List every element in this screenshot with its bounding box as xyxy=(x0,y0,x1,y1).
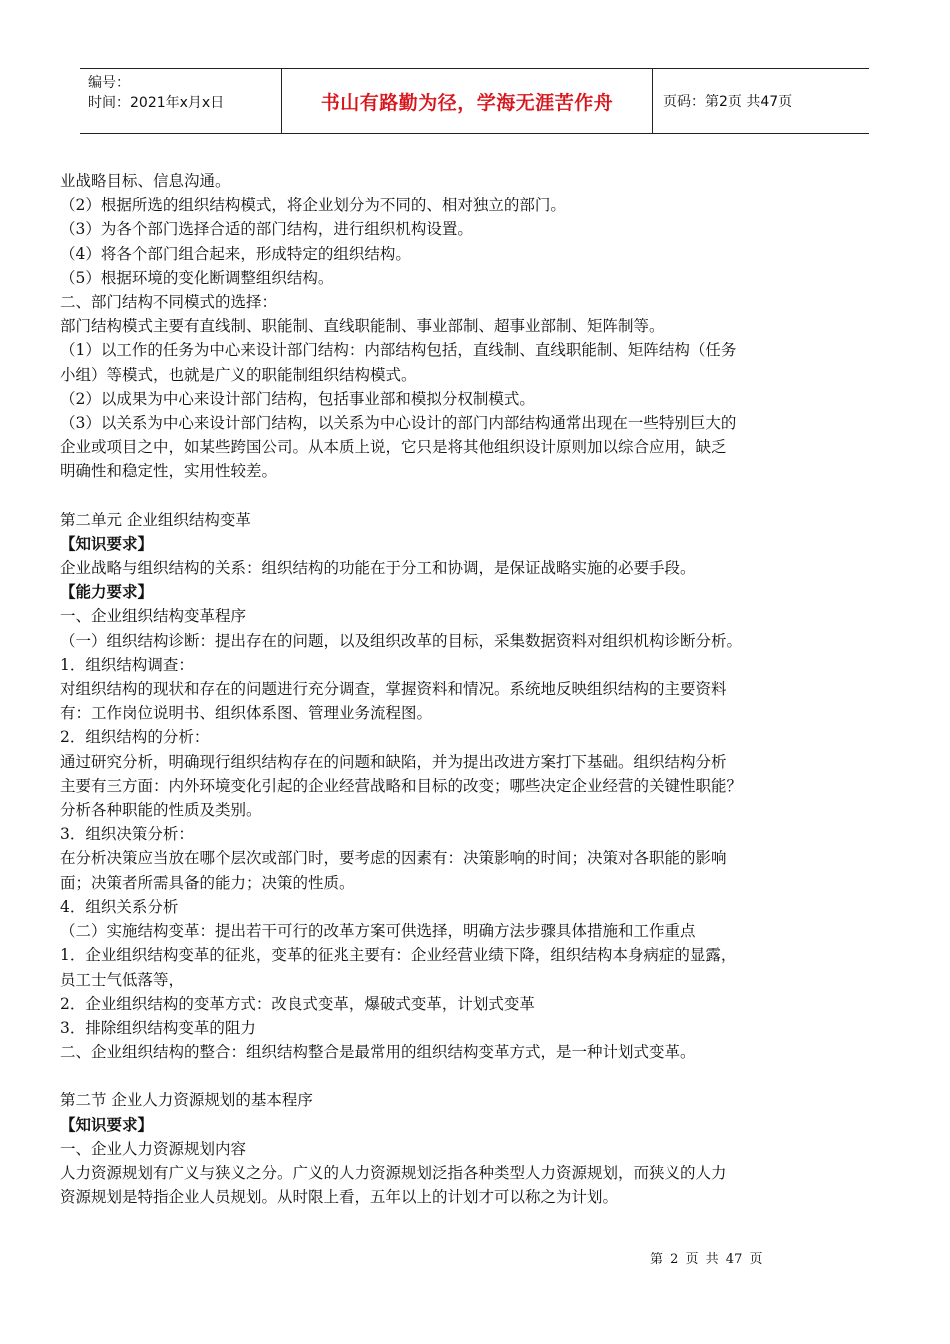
paragraph: 2．组织结构的分析： xyxy=(60,728,210,747)
paragraph: 3．排除组织结构变革的阻力 xyxy=(60,1018,256,1037)
paragraph: （5）根据环境的变化断调整组织结构。 xyxy=(60,268,334,287)
knowledge-heading: 【知识要求】 xyxy=(60,534,154,553)
paragraph: 4．组织关系分析 xyxy=(60,897,179,916)
paragraph: 在分析决策应当放在哪个层次或部门时，要考虑的因素有：决策影响的时间；决策对各职能的影响 xyxy=(60,849,727,868)
paragraph: 对组织结构的现状和存在的问题进行充分调查，掌握资料和情况。系统地反映组织结构的主要资料 xyxy=(60,680,727,699)
doc-time-label: 时间：2021年x月x日 xyxy=(88,95,225,111)
page-footer: 第 2 页 共 47 页 xyxy=(650,1252,763,1267)
paragraph: 小组）等模式，也就是广义的职能制组织结构模式。 xyxy=(60,365,417,384)
paragraph: （4）将各个部门组合起来，形成特定的组织结构。 xyxy=(60,244,411,263)
header-motto: 书山有路勤为径，学海无涯苦作舟 xyxy=(282,69,653,133)
paragraph: 1．企业组织结构变革的征兆，变革的征兆主要有：企业经营业绩下降，组织结构本身病症的显露， xyxy=(60,946,737,965)
paragraph: 资源规划是特指企业人员规划。从时限上看，五年以上的计划才可以称之为计划。 xyxy=(60,1188,619,1207)
paragraph: （1）以工作的任务为中心来设计部门结构：内部结构包括，直线制、直线职能制、矩阵结构（任务 xyxy=(60,341,737,360)
paragraph: （3）为各个部门选择合适的部门结构，进行组织机构设置。 xyxy=(60,220,473,239)
paragraph: 业战略目标、信息沟通。 xyxy=(60,172,231,190)
paragraph: 企业或项目之中，如某些跨国公司。从本质上说，它只是将其他组织设计原则加以综合应用，缺乏 xyxy=(60,438,727,457)
paragraph: 一、企业组织结构变革程序 xyxy=(60,607,247,626)
paragraph: 部门结构模式主要有直线制、职能制、直线职能制、事业部制、超事业部制、矩阵制等。 xyxy=(60,317,665,336)
ability-heading: 【能力要求】 xyxy=(60,583,154,602)
paragraph: 通过研究分析，明确现行组织结构存在的问题和缺陷，并为提出改进方案打下基础。组织结构分析 xyxy=(60,752,727,771)
paragraph: 明确性和稳定性，实用性较差。 xyxy=(60,462,278,481)
paragraph: 主要有三方面：内外环境变化引起的企业经营战略和目标的改变；哪些决定企业经营的关键性职能？ xyxy=(60,776,743,795)
paragraph: 二、企业组织结构的整合：组织结构整合是最常用的组织结构变革方式，是一种计划式变革。 xyxy=(60,1043,696,1062)
paragraph: 人力资源规划有广义与狭义之分。广义的人力资源规划泛指各种类型人力资源规划，而狭义的人力 xyxy=(60,1163,727,1182)
section-title: 第二节 企业人力资源规划的基本程序 xyxy=(60,1091,313,1110)
paragraph: 一、企业人力资源规划内容 xyxy=(60,1139,247,1158)
paragraph: 分析各种职能的性质及类别。 xyxy=(60,801,262,820)
paragraph: （3）以关系为中心来设计部门结构，以关系为中心设计的部门内部结构通常出现在一些特别巨大的 xyxy=(60,414,737,433)
paragraph: （2）以成果为中心来设计部门结构，包括事业部和模拟分权制模式。 xyxy=(60,389,535,408)
paragraph: （二）实施结构变革：提出若干可行的改革方案可供选择，明确方法步骤具体措施和工作重点 xyxy=(60,922,696,941)
knowledge-heading: 【知识要求】 xyxy=(60,1115,154,1134)
section-title: 第二单元 企业组织结构变革 xyxy=(60,510,251,529)
document-body xyxy=(60,169,890,1209)
spacer xyxy=(60,484,890,508)
paragraph: （一）组织结构诊断：提出存在的问题，以及组织改革的目标，采集数据资料对组织机构诊断分析。 xyxy=(60,631,743,650)
document-header xyxy=(80,68,869,134)
paragraph: 有：工作岗位说明书、组织体系图、管理业务流程图。 xyxy=(60,704,433,723)
paragraph: （2）根据所选的组织结构模式，将企业划分为不同的、相对独立的部门。 xyxy=(60,196,566,215)
spacer xyxy=(60,1064,890,1088)
paragraph: 3．组织决策分析： xyxy=(60,825,194,844)
doc-number-label: 编号： xyxy=(88,75,130,91)
paragraph: 1．组织结构调查： xyxy=(60,655,194,674)
paragraph: 员工士气低落等， xyxy=(60,970,185,989)
header-meta xyxy=(80,69,282,133)
paragraph: 企业战略与组织结构的关系：组织结构的功能在于分工和协调，是保证战略实施的必要手段。 xyxy=(60,559,696,578)
paragraph: 二、部门结构不同模式的选择： xyxy=(60,293,278,312)
paragraph: 2．企业组织结构的变革方式：改良式变革，爆破式变革，计划式变革 xyxy=(60,994,535,1013)
paragraph: 面；决策者所需具备的能力；决策的性质。 xyxy=(60,873,355,892)
header-page-label: 页码：第2页 共47页 xyxy=(663,94,793,110)
